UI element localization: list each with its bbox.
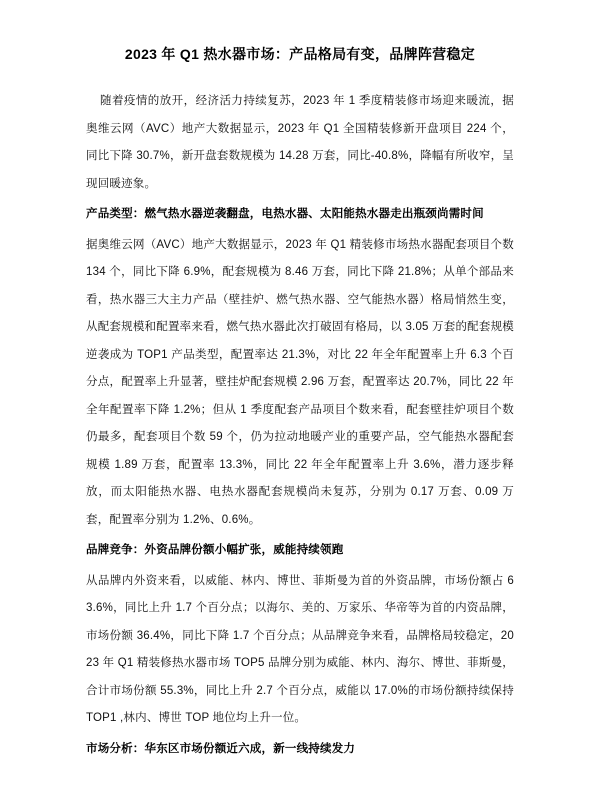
section-paragraph-product-type: 据奥维云网（AVC）地产大数据显示，2023 年 Q1 精装修市场热水器配套项目个数 134 个，同比下降 6.9%，配套规模为 8.46 万套，同比下降 21.8%；从单个部品来看，热水器三大主力产品（壁挂炉、燃气热水器、空气能热水器）格局悄然生变，从配套规模和配置率来看，燃气热水器此次打破固有格局，以 3.05 万套的配套规模逆袭成为 TOP1 产品类型，配置率达 21.3%，对比 22 年全年配置率上升 6.3 个百分点，配置率上升显著，壁挂炉配套规模 2.96 万套，配置率达 20.7%，同比 22 年全年配置率下降 1.2%；但从 1 季度配套产品项目个数来看，配套壁挂炉项目个数仍最多，配套项目个数 59 个，仍为拉动地暖产业的重要产品，空气能热水器配套规模 1.89 万套，配置率 13.3%，同比 22 年全年配置率上升 3.6%，潜力逐步释放，而太阳能热水器、电热水器配套规模尚未复苏，分别为 0.17 万套、0.09 万套，配置率分别为 1.2%、0.6%。	[86, 238, 514, 526]
section-heading-market-analysis: 市场分析：华东区市场份额近六成，新一线持续发力	[86, 742, 356, 755]
section-heading-product-type: 产品类型：燃气热水器逆袭翻盘，电热水器、太阳能热水器走出瓶颈尚需时间	[86, 208, 484, 220]
page-title: 2023 年 Q1 热水器市场：产品格局有变，品牌阵营稳定	[124, 46, 476, 62]
intro-paragraph: 随着疫情的放开，经济活力持续复苏，2023 年 1 季度精装修市场迎来暖流，据奥维云网（AVC）地产大数据显示，2023 年 Q1 全国精装修新开盘项目 224 个，同比下降 30.7%，新开盘套数规模为 14.28 万套，同比-40.8%，降幅有所收窄，呈现回暖迹象。	[86, 95, 514, 190]
section-paragraph-brand-competition: 从品牌内外资来看，以威能、林内、博世、菲斯曼为首的外资品牌，市场份额占 63.6%，同比上升 1.7 个百分点；以海尔、美的、万家乐、华帝等为首的内资品牌，市场份额 36.4%，同比下降 1.7 个百分点；从品牌竞争来看，品牌格局较稳定，2023 年 Q1 精装修热水器市场 TOP5 品牌分别为威能、林内、海尔、博世、菲斯曼，合计市场份额 55.3%，同比上升 2.7 个百分点，威能以 17.0%的市场份额持续保持 TOP1 ,林内、博世 TOP 地位均上升一位。	[86, 574, 514, 724]
section-heading-brand-competition: 品牌竞争：外资品牌份额小幅扩张，威能持续领跑	[86, 544, 344, 556]
